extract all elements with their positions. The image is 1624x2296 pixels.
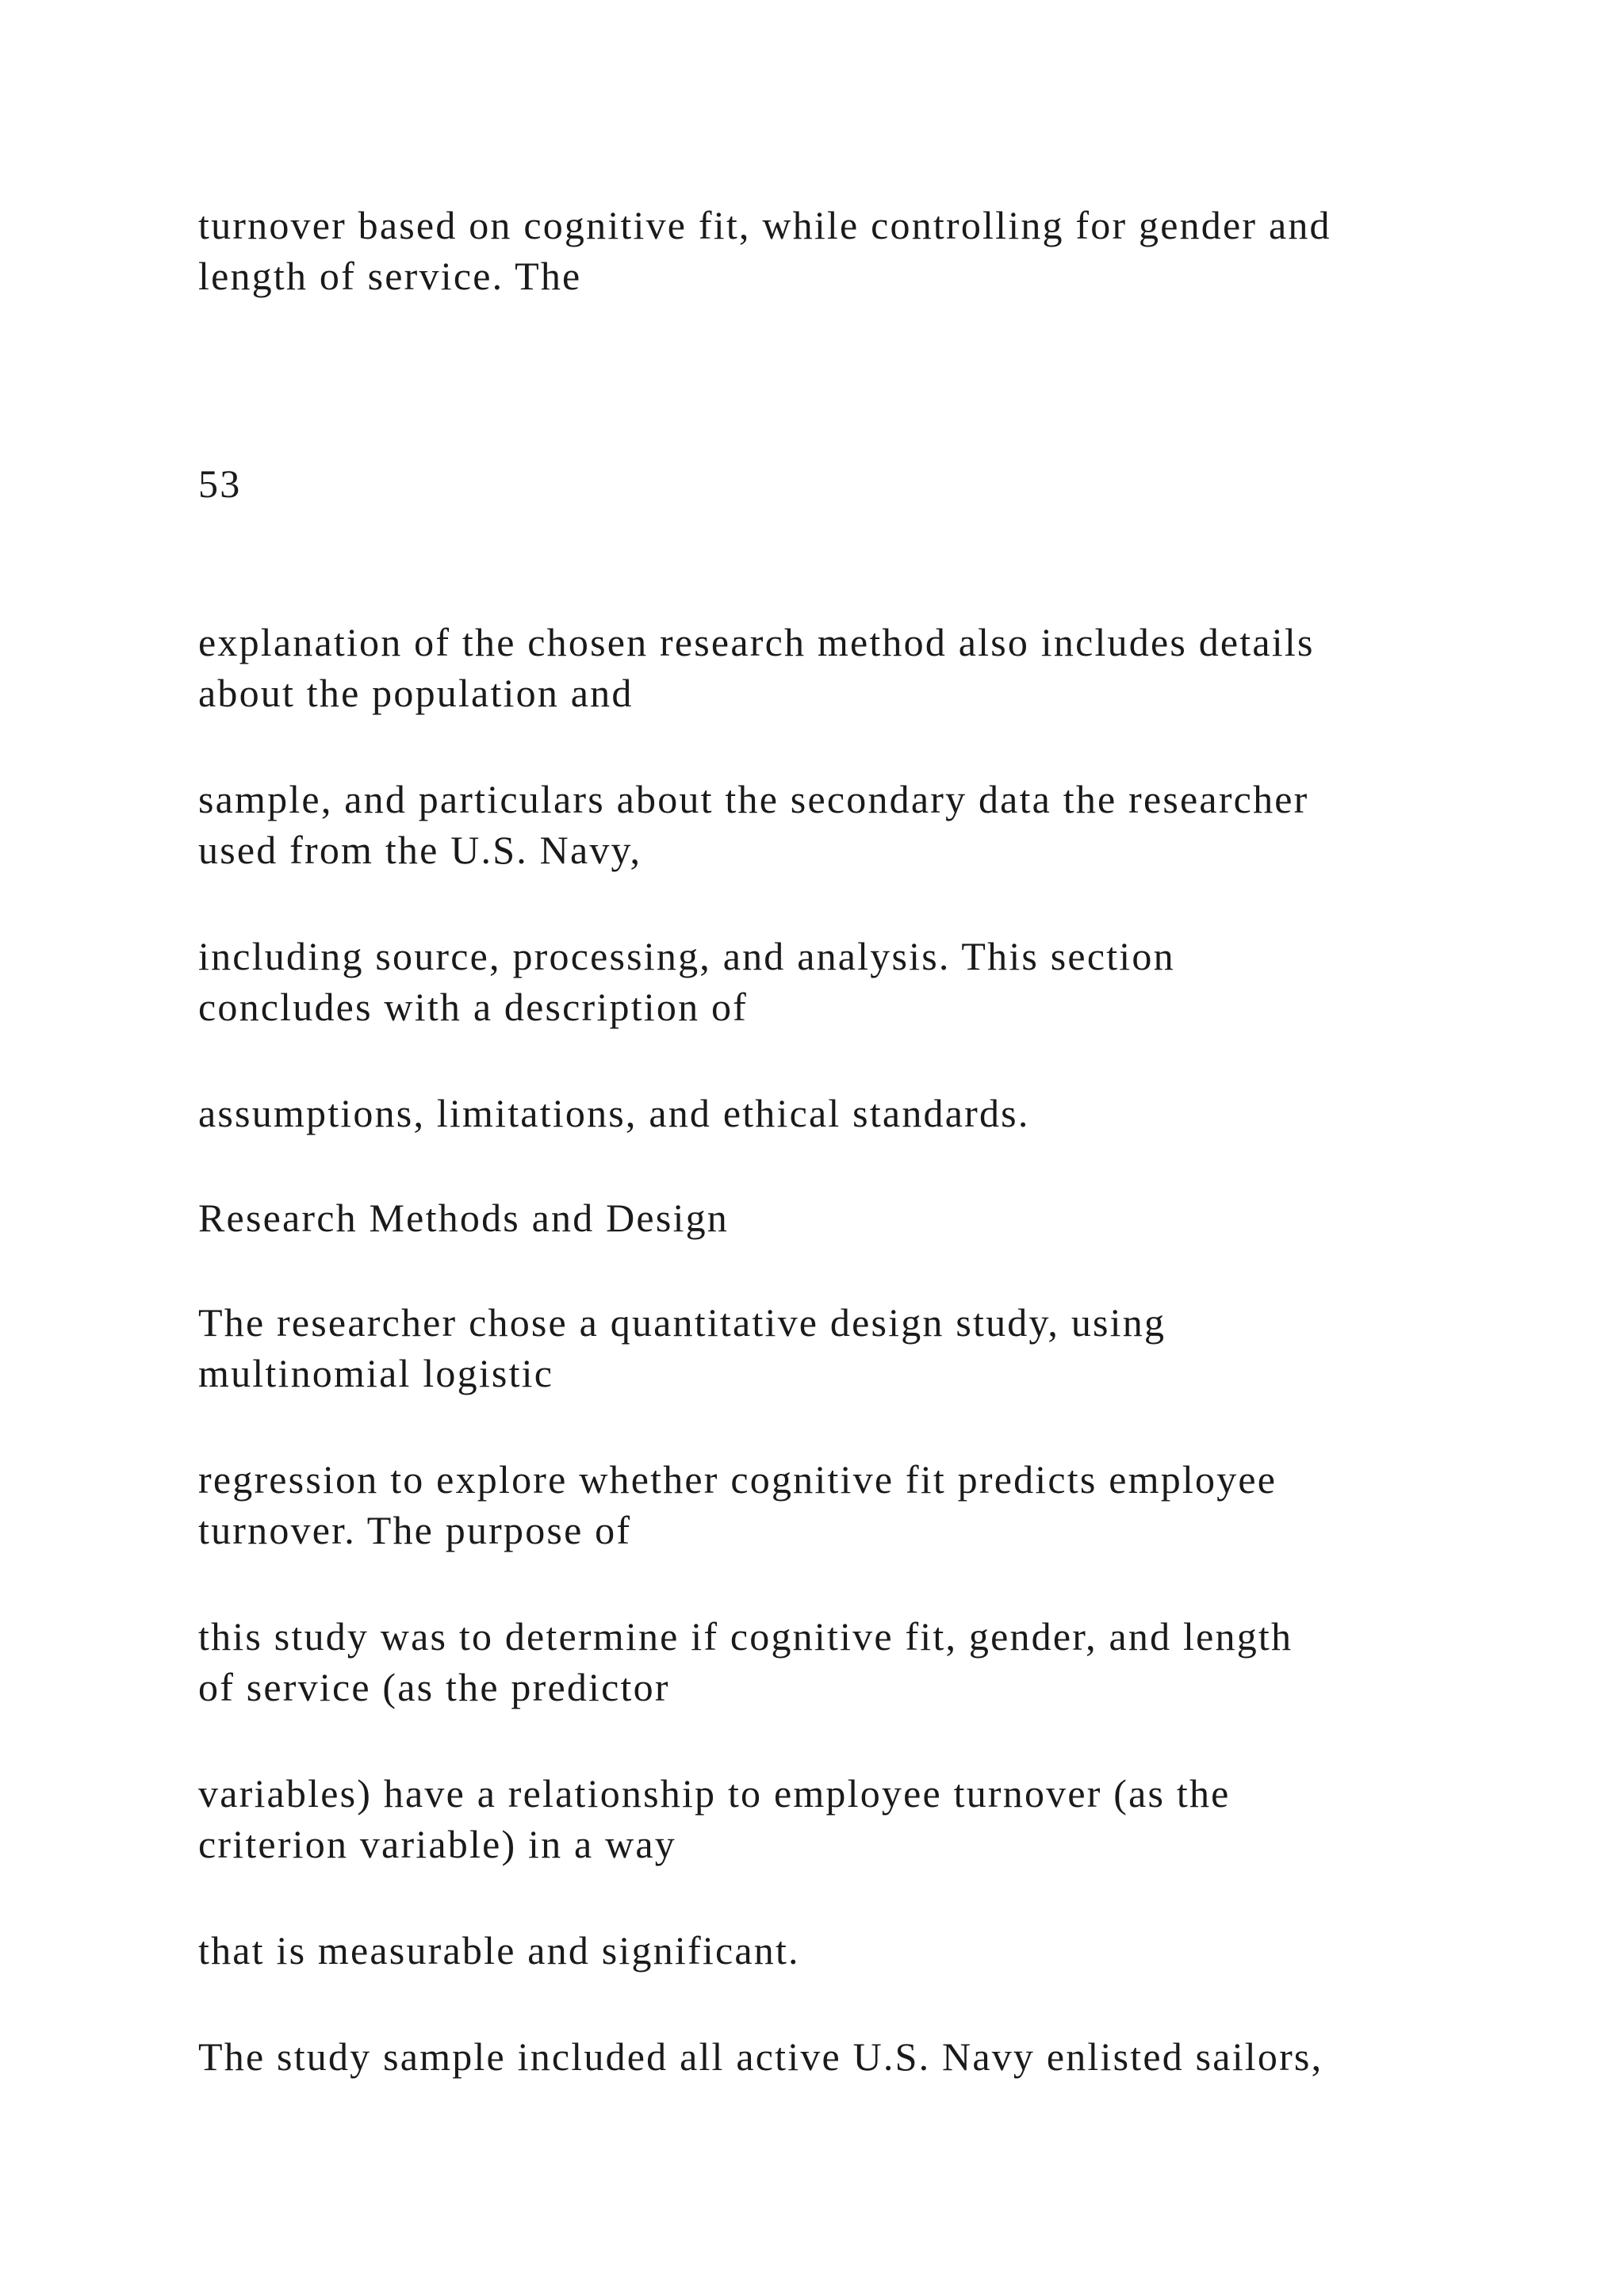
page-number: 53 xyxy=(198,461,242,506)
text-line: including source, processing, and analysis. This section xyxy=(198,934,1175,978)
text-line: criterion variable) in a way xyxy=(198,1822,677,1866)
text-line: multinomial logistic xyxy=(198,1351,554,1395)
text-line: this study was to determine if cognitive fit, gender, and length xyxy=(198,1614,1293,1659)
text-line: variables) have a relationship to employee turnover (as the xyxy=(198,1771,1231,1816)
text-line: turnover. The purpose of xyxy=(198,1508,632,1552)
section-heading: Research Methods and Design xyxy=(198,1196,729,1240)
text-line: of service (as the predictor xyxy=(198,1665,670,1709)
text-line: about the population and xyxy=(198,671,634,715)
text-line: The researcher chose a quantitative design study, using xyxy=(198,1300,1166,1345)
text-line: used from the U.S. Navy, xyxy=(198,828,642,872)
text-line: length of service. The xyxy=(198,254,582,298)
text-line: that is measurable and significant. xyxy=(198,1928,800,1973)
text-line: regression to explore whether cognitive fit predicts employee xyxy=(198,1457,1277,1502)
text-line: sample, and particulars about the secondary data the researcher xyxy=(198,777,1309,821)
text-line: explanation of the chosen research method also includes details xyxy=(198,620,1315,664)
text-line: assumptions, limitations, and ethical standards. xyxy=(198,1091,1030,1135)
text-line: The study sample included all active U.S. Navy enlisted sailors, xyxy=(198,2034,1323,2079)
text-line: turnover based on cognitive fit, while controlling for gender and xyxy=(198,203,1331,247)
text-line: concludes with a description of xyxy=(198,985,749,1029)
